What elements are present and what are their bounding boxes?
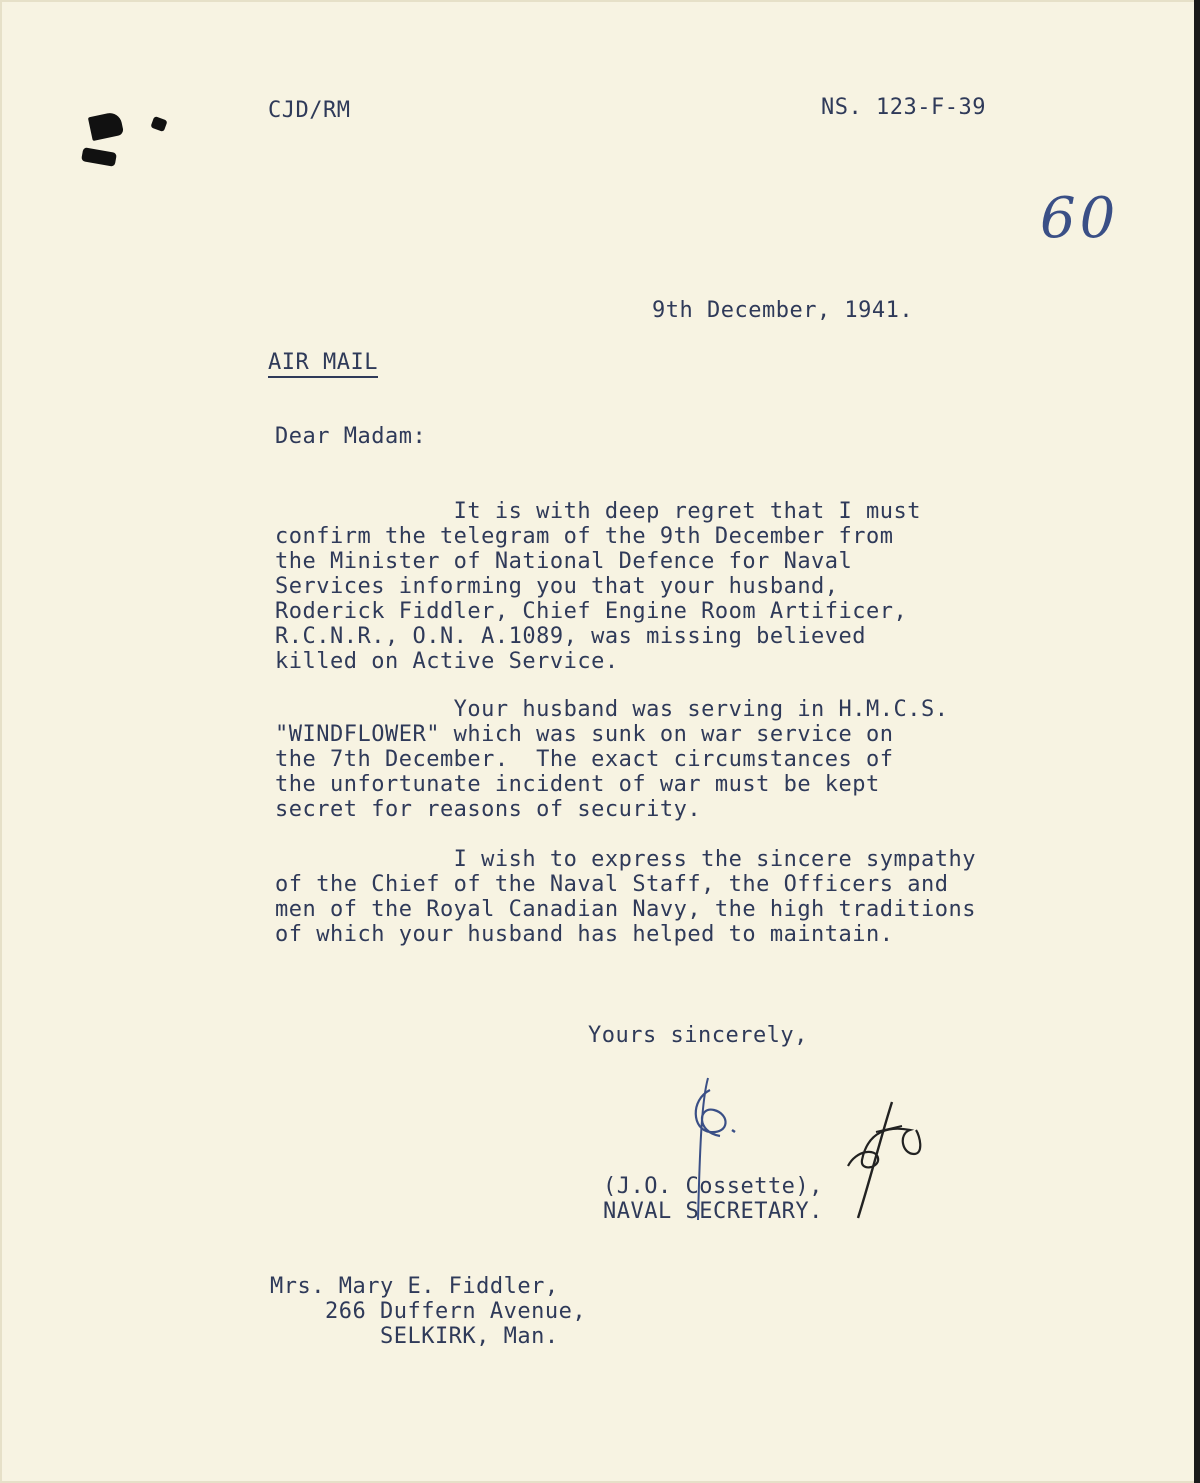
signatory-name: (J.O. Cossette), [603, 1174, 823, 1199]
punch-hole-mark [81, 147, 117, 167]
scan-edge [1194, 0, 1200, 1483]
punch-hole-mark [88, 111, 124, 141]
signatory-title: NAVAL SECRETARY. [603, 1199, 823, 1224]
file-number: NS. 123-F-39 [821, 95, 986, 120]
body-paragraph-1: It is with deep regret that I must confirm the telegram of the 9th December from the Minister of National Defence for Naval Services informing you that your husband, Roderick Fiddler, Chief Engine Room Artificer, R.C.N.R., O.N. A.1089, was missing believed killed on Active Service. [275, 499, 922, 674]
body-paragraph-2: Your husband was serving in H.M.C.S. "WINDFLOWER" which was sunk on war service on the 7th December. The exact circumstances of the unfortunate incident of war must be kept secret for reasons of security. [275, 697, 949, 822]
letter-date: 9th December, 1941. [652, 298, 914, 323]
air-mail-label: AIR MAIL [268, 350, 378, 378]
signature-dot [732, 1130, 735, 1132]
reference-initials: CJD/RM [268, 98, 351, 123]
salutation: Dear Madam: [275, 424, 427, 449]
body-paragraph-3: I wish to express the sincere sympathy of the Chief of the Naval Staff, the Officers and men of the Royal Canadian Navy, the high traditions of which your husband has helped to maintain. [275, 847, 977, 947]
closing: Yours sincerely, [588, 1023, 808, 1048]
handwritten-folio-number: 60 [1040, 186, 1120, 251]
signature-mark-loop [848, 1129, 920, 1168]
punch-hole-mark [150, 116, 167, 132]
signature-initial-loop [696, 1090, 726, 1136]
recipient-address: Mrs. Mary E. Fiddler, 266 Duffern Avenue, SELKIRK, Man. [270, 1274, 587, 1349]
